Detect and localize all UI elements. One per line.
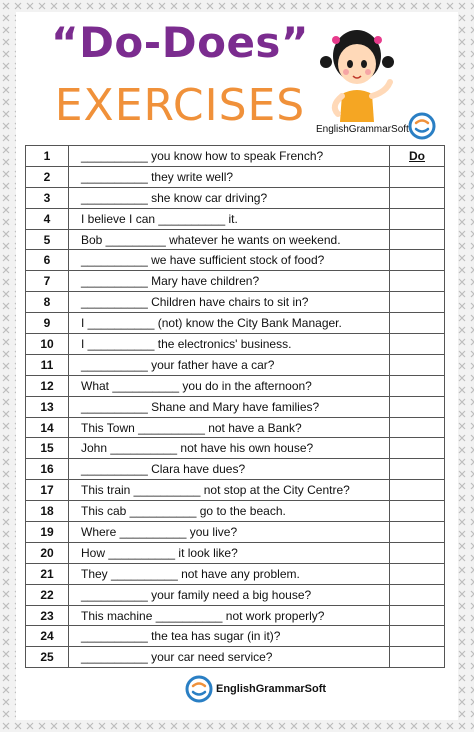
exercise-row bbox=[26, 396, 445, 417]
exercise-row bbox=[26, 271, 445, 292]
exercise-number: 1 bbox=[26, 146, 69, 167]
exercise-question: This train __________ not stop at the City Centre? bbox=[69, 480, 390, 501]
exercise-question: This machine __________ not work properly? bbox=[69, 605, 390, 626]
exercise-answer bbox=[390, 438, 445, 459]
exercise-question: Bob _________ whatever he wants on weekend. bbox=[69, 229, 390, 250]
exercise-question: They __________ not have any problem. bbox=[69, 563, 390, 584]
exercise-number: 13 bbox=[26, 396, 69, 417]
exercise-answer bbox=[390, 292, 445, 313]
exercise-row bbox=[26, 563, 445, 584]
exercise-number: 18 bbox=[26, 501, 69, 522]
exercise-number: 2 bbox=[26, 166, 69, 187]
exercise-question: __________ Mary have children? bbox=[69, 271, 390, 292]
exercise-answer bbox=[390, 313, 445, 334]
exercise-table bbox=[25, 145, 445, 668]
exercise-answer bbox=[390, 501, 445, 522]
exercise-question: This cab __________ go to the beach. bbox=[69, 501, 390, 522]
exercise-row bbox=[26, 146, 445, 167]
exercise-number: 21 bbox=[26, 563, 69, 584]
exercise-answer bbox=[390, 271, 445, 292]
exercise-answer bbox=[390, 584, 445, 605]
exercise-question: How __________ it look like? bbox=[69, 542, 390, 563]
exercise-question: Where __________ you live? bbox=[69, 522, 390, 543]
exercise-question: __________ Children have chairs to sit in? bbox=[69, 292, 390, 313]
exercise-number: 20 bbox=[26, 542, 69, 563]
page-subtitle: EXERCISES bbox=[54, 80, 306, 131]
exercise-question: __________ your father have a car? bbox=[69, 354, 390, 375]
exercise-answer bbox=[390, 229, 445, 250]
brand-name-top: EnglishGrammarSoft bbox=[316, 124, 409, 135]
exercise-row bbox=[26, 208, 445, 229]
exercise-answer bbox=[390, 542, 445, 563]
exercise-answer bbox=[390, 480, 445, 501]
exercise-answer bbox=[390, 396, 445, 417]
brand-name-footer: EnglishGrammarSoft bbox=[216, 683, 327, 695]
exercise-number: 10 bbox=[26, 334, 69, 355]
exercise-row bbox=[26, 522, 445, 543]
exercise-number: 9 bbox=[26, 313, 69, 334]
exercise-number: 14 bbox=[26, 417, 69, 438]
exercise-question: __________ the tea has sugar (in it)? bbox=[69, 626, 390, 647]
exercise-row bbox=[26, 354, 445, 375]
exercise-row bbox=[26, 626, 445, 647]
exercise-row bbox=[26, 166, 445, 187]
exercise-row bbox=[26, 501, 445, 522]
exercise-question: John __________ not have his own house? bbox=[69, 438, 390, 459]
exercise-number: 4 bbox=[26, 208, 69, 229]
exercise-question: __________ your car need service? bbox=[69, 647, 390, 668]
exercise-row bbox=[26, 375, 445, 396]
exercise-answer bbox=[390, 563, 445, 584]
exercise-row bbox=[26, 229, 445, 250]
exercise-question: __________ Clara have dues? bbox=[69, 459, 390, 480]
exercise-number: 24 bbox=[26, 626, 69, 647]
exercise-row bbox=[26, 459, 445, 480]
exercise-answer bbox=[390, 187, 445, 208]
exercise-question: __________ your family need a big house? bbox=[69, 584, 390, 605]
girl-character-icon bbox=[318, 22, 396, 122]
exercise-row bbox=[26, 187, 445, 208]
exercise-number: 17 bbox=[26, 480, 69, 501]
exercise-question: __________ Shane and Mary have families? bbox=[69, 396, 390, 417]
exercise-answer bbox=[390, 208, 445, 229]
exercise-row bbox=[26, 647, 445, 668]
exercise-question: __________ we have sufficient stock of food? bbox=[69, 250, 390, 271]
exercise-number: 23 bbox=[26, 605, 69, 626]
exercise-row bbox=[26, 417, 445, 438]
exercise-answer bbox=[390, 250, 445, 271]
exercise-answer: Do bbox=[390, 146, 445, 167]
exercise-row bbox=[26, 542, 445, 563]
exercise-number: 15 bbox=[26, 438, 69, 459]
exercise-number: 8 bbox=[26, 292, 69, 313]
exercise-row bbox=[26, 313, 445, 334]
exercise-answer bbox=[390, 375, 445, 396]
exercise-question: This Town __________ not have a Bank? bbox=[69, 417, 390, 438]
exercise-row bbox=[26, 334, 445, 355]
brand-logo-icon bbox=[408, 112, 436, 140]
exercise-number: 25 bbox=[26, 647, 69, 668]
exercise-number: 7 bbox=[26, 271, 69, 292]
exercise-number: 22 bbox=[26, 584, 69, 605]
exercise-row bbox=[26, 250, 445, 271]
exercise-answer bbox=[390, 626, 445, 647]
exercise-question: I __________ the electronics' business. bbox=[69, 334, 390, 355]
exercise-question: __________ they write well? bbox=[69, 166, 390, 187]
exercise-row bbox=[26, 292, 445, 313]
exercise-question: I __________ (not) know the City Bank Manager. bbox=[69, 313, 390, 334]
exercise-answer bbox=[390, 522, 445, 543]
exercise-answer bbox=[390, 334, 445, 355]
exercise-number: 11 bbox=[26, 354, 69, 375]
exercise-number: 12 bbox=[26, 375, 69, 396]
exercise-number: 19 bbox=[26, 522, 69, 543]
exercise-answer bbox=[390, 354, 445, 375]
exercise-answer bbox=[390, 417, 445, 438]
exercise-answer bbox=[390, 605, 445, 626]
exercise-row bbox=[26, 605, 445, 626]
exercise-number: 3 bbox=[26, 187, 69, 208]
page-title: “Do-Does” bbox=[50, 18, 310, 67]
exercise-answer bbox=[390, 166, 445, 187]
exercise-row bbox=[26, 584, 445, 605]
exercise-row bbox=[26, 438, 445, 459]
brand-logo-footer-icon bbox=[185, 675, 213, 703]
exercise-number: 5 bbox=[26, 229, 69, 250]
exercise-answer bbox=[390, 647, 445, 668]
exercise-question: __________ you know how to speak French? bbox=[69, 146, 390, 167]
exercise-answer bbox=[390, 459, 445, 480]
exercise-question: __________ she know car driving? bbox=[69, 187, 390, 208]
exercise-number: 6 bbox=[26, 250, 69, 271]
exercise-question: What __________ you do in the afternoon? bbox=[69, 375, 390, 396]
exercise-question: I believe I can __________ it. bbox=[69, 208, 390, 229]
exercise-row bbox=[26, 480, 445, 501]
exercise-number: 16 bbox=[26, 459, 69, 480]
